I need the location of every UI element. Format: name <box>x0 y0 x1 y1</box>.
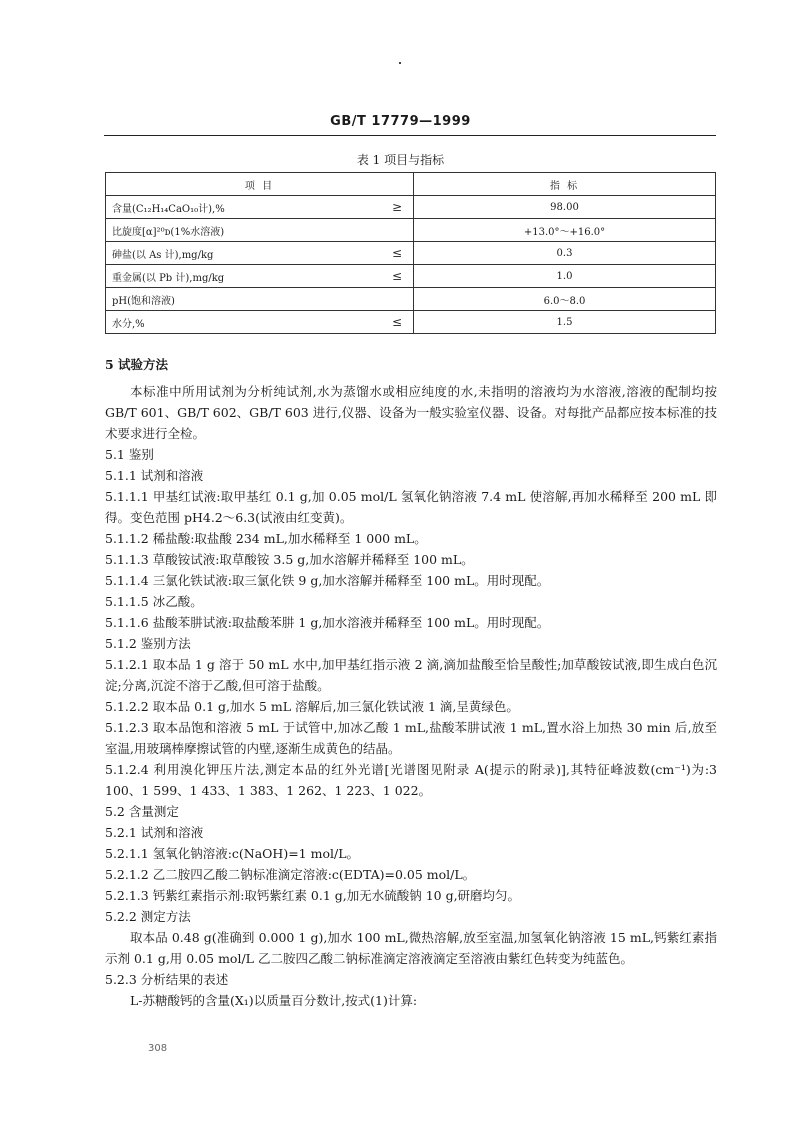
clause-line: 5.1.2.2 取本品 0.1 g,加水 5 mL 溶解后,加三氯化铁试液 1 滴,呈黄绿色。 <box>105 699 519 714</box>
section-5-content <box>105 354 717 1011</box>
clause-line: 5.2.1.1 氢氧化钠溶液:c(NaOH)=1 mol/L。 <box>105 846 359 861</box>
row-symbol: ≤ <box>381 242 414 265</box>
clause-line: 5.1.1.1 甲基红试液:取甲基红 0.1 g,加 0.05 mol/L 氢氧化钠溶液 7.4 mL 使溶解,再加水稀释至 200 mL 即得。变色范围 pH4.2～6.3(试液由红变黄)。 <box>105 489 717 525</box>
table-title: 表 1 项目与指标 <box>356 153 445 167</box>
clause-line: 5.1.2.1 取本品 1 g 溶于 50 mL 水中,加甲基红指示液 2 滴,滴加盐酸至恰呈酸性;加草酸铵试液,即生成白色沉淀;分离,沉淀不溶于乙酸,但可溶于盐酸。 <box>105 657 717 693</box>
table-row <box>106 242 716 265</box>
row-value: 1.0 <box>414 265 716 288</box>
clause-line: 5.1.2.4 利用溴化钾压片法,测定本品的红外光谱[光谱图见附录 A(提示的附录)],其特征峰波数(cm⁻¹)为:3 100、1 599、1 433、1 383、1 262、1 223、1 022。 <box>105 762 717 798</box>
spec-table <box>105 172 716 334</box>
row-value: 98.00 <box>414 196 716 219</box>
row-item: 含量(C₁₂H₁₄CaO₁₀计),% <box>106 196 382 219</box>
standard-code-header: GB/T 17779—1999 <box>330 114 471 129</box>
row-value: +13.0°～+16.0° <box>414 219 716 242</box>
clause-line: 5.1 鉴别 <box>105 447 154 462</box>
clause-line: 5.2.1 试剂和溶液 <box>105 825 204 840</box>
row-value: 0.3 <box>414 242 716 265</box>
clause-line: 5.1.1.2 稀盐酸:取盐酸 234 mL,加水稀释至 1 000 mL。 <box>105 531 427 546</box>
row-symbol <box>381 288 414 311</box>
clause-line: 5.1.1.4 三氯化铁试液:取三氯化铁 9 g,加水溶解并稀释至 100 mL。用时现配。 <box>105 573 550 588</box>
clause-line: 5.2.1.2 乙二胺四乙酸二钠标准滴定溶液:c(EDTA)=0.05 mol/L。 <box>105 867 476 882</box>
clause-line: 5.2.2 测定方法 <box>105 909 191 924</box>
row-symbol: ≤ <box>381 311 414 334</box>
method-paragraph: 取本品 0.48 g(准确到 0.000 1 g),加水 100 mL,微热溶解,放至室温,加氢氧化钠溶液 15 mL,钙紫红素指示剂 0.1 g,用 0.05 mol/L 乙二胺四乙酸二钠标准滴定溶液滴定至溶液由紫红色转变为纯蓝色。 <box>105 930 717 966</box>
clause-line: 5.1.2.3 取本品饱和溶液 5 mL 于试管中,加冰乙酸 1 mL,盐酸苯肼试液 1 mL,置水浴上加热 30 min 后,放至室温,用玻璃棒摩擦试管的内壁,逐渐生成黄色的结晶。 <box>105 720 717 756</box>
row-item: 重金属(以 Pb 计),mg/kg <box>106 265 382 288</box>
intro-paragraph: 本标准中所用试剂为分析纯试剂,水为蒸馏水或相应纯度的水,未指明的溶液均为水溶液,溶液的配制均按 GB/T 601、GB/T 602、GB/T 603 进行,仪器、设备为一般实验室仪器、设备。对每批产品都应按本标准的技术要求进行全检。 <box>105 384 717 441</box>
col-header-spec: 指 标 <box>414 173 716 196</box>
table-row <box>106 219 716 242</box>
speck-mark <box>399 62 401 64</box>
row-value: 1.5 <box>414 311 716 334</box>
section-heading: 5 试验方法 <box>105 357 169 372</box>
header-divider <box>104 135 716 136</box>
clause-line: 5.2.1.3 钙紫红素指示剂:取钙紫红素 0.1 g,加无水硫酸钠 10 g,研磨均匀。 <box>105 888 521 903</box>
page-number: 308 <box>148 1043 168 1054</box>
col-header-item: 项 目 <box>106 173 414 196</box>
table-row <box>106 288 716 311</box>
row-symbol: ≥ <box>381 196 414 219</box>
clause-line: 5.1.1.6 盐酸苯肼试液:取盐酸苯肼 1 g,加水溶液并稀释至 100 mL。用时现配。 <box>105 615 550 630</box>
table-header-row <box>106 173 716 196</box>
table-row <box>106 311 716 334</box>
table-row <box>106 196 716 219</box>
row-value: 6.0～8.0 <box>414 288 716 311</box>
row-symbol: ≤ <box>381 265 414 288</box>
clause-line: 5.1.1.3 草酸铵试液:取草酸铵 3.5 g,加水溶解并稀释至 100 mL。 <box>105 552 474 567</box>
row-item: pH(饱和溶液) <box>106 288 382 311</box>
clause-line: 5.1.1.5 冰乙酸。 <box>105 594 203 609</box>
row-item: 砷盐(以 As 计),mg/kg <box>106 242 382 265</box>
row-symbol <box>381 219 414 242</box>
table-row <box>106 265 716 288</box>
row-item: 比旋度[α]²⁰ᴅ(1%水溶液) <box>106 219 382 242</box>
clause-line: 5.1.2 鉴别方法 <box>105 636 191 651</box>
row-item: 水分,% <box>106 311 382 334</box>
clause-line: 5.2.3 分析结果的表述 <box>105 972 229 987</box>
clause-line: 5.1.1 试剂和溶液 <box>105 468 204 483</box>
clause-line: 5.2 含量测定 <box>105 804 179 819</box>
result-paragraph: L-苏糖酸钙的含量(X₁)以质量百分数计,按式(1)计算: <box>130 993 418 1008</box>
